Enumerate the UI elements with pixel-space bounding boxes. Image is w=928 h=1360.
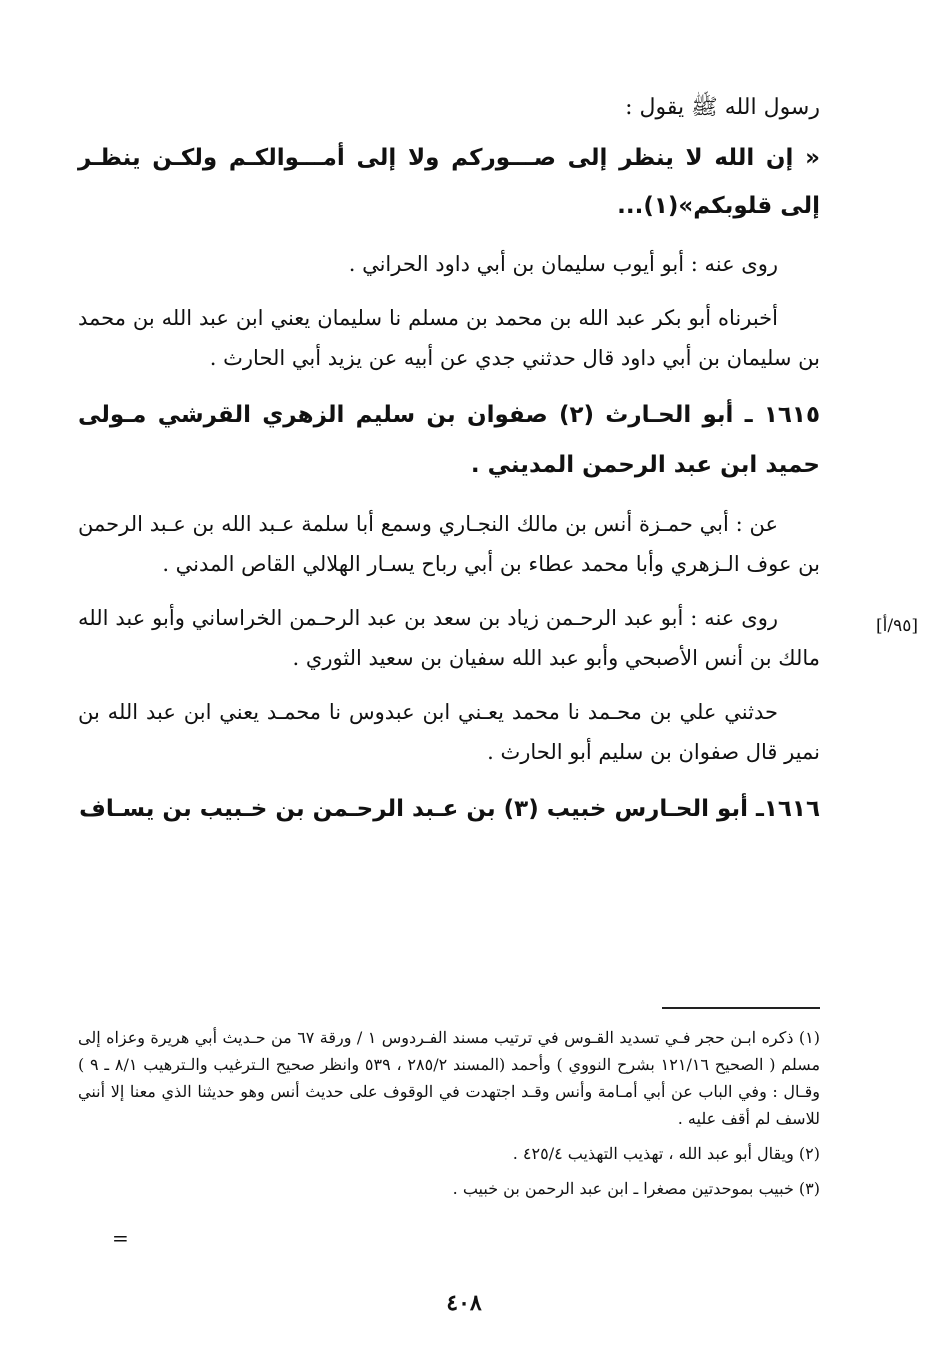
page-number: ٤٠٨ — [446, 1290, 482, 1316]
hadith-text: « إن الله لا ينظر إلى صـــوركم ولا إلى أمـــوالكـم ولكـن ينظـر إلى قلوبكم»(١)... — [78, 145, 820, 219]
footnote-divider — [662, 1007, 820, 1009]
footnote-2: (٢) ويقال أبو عبد الله ، تهذيب التهذيب ٤٢٥/٤ . — [512, 1144, 820, 1163]
footnote-1: (١) ذكره ابـن حجر فـي تسديد القـوس في ترتيب مسند الفـردوس ١ / ورقة ٦٧ من حـديث أبي هريرة وعزاه إلى مسلم ( الصحيح ١٢١/١٦ بشرح النووي ) وأحمد (المسند ٢٨٥/٢ ، ٥٣٩ وانظر صحيح الـترغيب والـترهيب ٨/١ ـ ٩ ) وقـال : وفي الباب عن أبي أمـامة وأنس وقـد اجتهدت في الوقوف على حديث أنس وهو حديثنا الذي معنا إلا أنني للاسف لم أقف عليه . — [78, 1028, 821, 1128]
entry-heading-1616: ١٦١٦ـ أبو الحـارس خبيب (٣) بن عـبد الرحـمن بن خـبيب بن يسـاف — [79, 796, 820, 822]
entry-heading-1615: ١٦١٥ ـ أبو الحـارث (٢) صفوان بن سليم الزهري القرشي مـولى حميد ابن عبد الرحمن المديني . — [78, 402, 820, 478]
narrators-paragraph: روى عنه : أبو أيوب سليمان بن أبي داود الحراني . — [348, 252, 778, 276]
intro-line: رسول الله ﷺ يقول : — [625, 95, 820, 120]
footnote-continuation-mark: = — [112, 1226, 129, 1250]
narrators-paragraph-2: روى عنه : أبو عبد الرحـمن زياد بن سعد بن عبد الرحـمن الخراساني وأبو عبد الله مالك بن أنس الأصبحي وأبو عبد الله سفيان بن سعيد الثوري . — [78, 606, 820, 670]
footnote-3: (٣) خبيب بموحدتين مصغرا ـ ابن عبد الرحمن بن خبيب . — [452, 1179, 820, 1198]
main-text — [78, 86, 918, 834]
teachers-paragraph: عن : أبي حمـزة أنس بن مالك النجـاري وسمع أبا سلمة عـبد الله بن عـبد الرحمن بن عوف الـزهري وأبا محمد عطاء بن أبي رباح يسـار الهلالي القاص المدني . — [78, 512, 820, 576]
narrators-block — [78, 598, 918, 678]
manuscript-folio-marker: [٩٥/أ] — [876, 616, 918, 636]
isnad-paragraph-2: حدثني علي بن محـمد نا محمد يعـني ابن عبدوس نا محمـد يعني ابن عبد الله بن نمير قال صفوان بن سليم أبو الحارث . — [78, 700, 820, 764]
footnotes — [78, 1024, 820, 1210]
isnad-paragraph: أخبرناه أبو بكر عبد الله بن محمد بن مسلم نا سليمان يعني ابن عبد الله بن محمد بن سليمان بن أبي داود قال حدثني جدي عن أبيه عن يزيد أبي الحارث . — [78, 306, 820, 370]
